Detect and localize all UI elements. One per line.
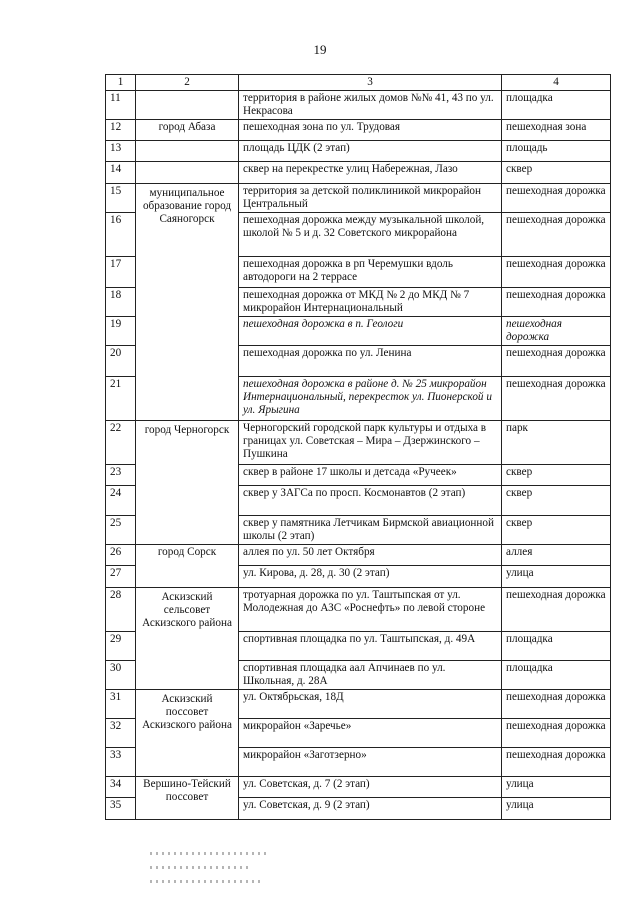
table-row [106, 141, 611, 162]
object-cell: территория в районе жилых домов №№ 41, 43 по ул. Некрасова [239, 91, 502, 120]
type-cell: улица [502, 566, 611, 588]
type-cell: пешеходная дорожка [502, 257, 611, 288]
row-number: 16 [106, 213, 136, 257]
municipality-cell [136, 184, 239, 421]
municipality-name: Вершино-Тейский поссовет [143, 778, 231, 803]
municipality-name: Аскизский поссовет Аскизского района [142, 693, 232, 731]
object-cell [239, 346, 502, 377]
object-cell: сквер у ЗАГСа по просп. Космонавтов (2 этап) [239, 486, 502, 516]
row-number: 32 [106, 719, 136, 748]
type-cell: площадь [502, 141, 611, 162]
municipality-cell [136, 777, 239, 820]
municipality-cell [136, 545, 239, 588]
row-number: 35 [106, 798, 136, 820]
object-cell: спортивная площадка по ул. Таштыпская, д. 49А [239, 632, 502, 661]
row-number: 33 [106, 748, 136, 777]
type-cell: пешеходная дорожка [502, 317, 611, 346]
row-number: 21 [106, 377, 136, 421]
object-cell: микрорайон «Заречье» [239, 719, 502, 748]
municipality-cell [136, 421, 239, 545]
table-row [106, 588, 611, 632]
row-number: 11 [106, 91, 136, 120]
object-cell: ул. Кирова, д. 28, д. 30 (2 этап) [239, 566, 502, 588]
type-cell: пешеходная дорожка [502, 588, 611, 632]
object-cell: пешеходная дорожка в п. Геологи [239, 317, 502, 346]
table-row [106, 545, 611, 566]
municipality-cell [136, 588, 239, 690]
row-number: 25 [106, 516, 136, 545]
registry-table [105, 74, 611, 820]
page-number: 19 [313, 42, 327, 57]
table-row [106, 120, 611, 141]
municipality-cell-empty [136, 141, 239, 162]
header-cell: 2 [136, 75, 239, 91]
object-cell: тротуарная дорожка по ул. Таштыпская от ул. Молодежная до АЗС «Роснефть» по левой стороне [239, 588, 502, 632]
type-cell: пешеходная дорожка [502, 748, 611, 777]
municipality-cell-empty [136, 162, 239, 184]
faint-stamp-mark [150, 852, 268, 855]
type-cell: пешеходная дорожка [502, 346, 611, 377]
row-number: 17 [106, 257, 136, 288]
type-cell: сквер [502, 162, 611, 184]
type-cell: пешеходная дорожка [502, 719, 611, 748]
table-row [106, 690, 611, 719]
municipality-cell: город Абаза [136, 120, 239, 141]
type-cell: площадка [502, 632, 611, 661]
object-text: пешеходная дорожка по ул. Ленина [243, 347, 412, 359]
type-cell: пешеходная дорожка [502, 690, 611, 719]
object-cell: ул. Советская, д. 7 (2 этап) [239, 777, 502, 798]
row-number: 31 [106, 690, 136, 719]
municipality-name: муниципальное образование город Саяногорск [142, 187, 232, 225]
type-cell: пешеходная дорожка [502, 377, 611, 421]
object-cell: площадь ЦДК (2 этап) [239, 141, 502, 162]
type-cell: пешеходная зона [502, 120, 611, 141]
object-cell: спортивная площадка аал Апчинаев по ул. Школьная, д. 28А [239, 661, 502, 690]
type-cell: улица [502, 777, 611, 798]
object-cell: сквер в районе 17 школы и детсада «Ручеек» [239, 465, 502, 486]
type-cell: сквер [502, 516, 611, 545]
row-number: 28 [106, 588, 136, 632]
table-row [106, 421, 611, 465]
table-row [106, 162, 611, 184]
object-cell: пешеходная дорожка между музыкальной школой, школой № 5 и д. 32 Советского микрорайона [239, 213, 502, 257]
row-number: 19 [106, 317, 136, 346]
type-cell: улица [502, 798, 611, 820]
row-number: 22 [106, 421, 136, 465]
row-number: 23 [106, 465, 136, 486]
municipality-name: Аскизский сельсовет Аскизского района [142, 591, 232, 629]
object-cell: ул. Советская, д. 9 (2 этап) [239, 798, 502, 820]
object-cell: сквер на перекрестке улиц Набережная, Лазо [239, 162, 502, 184]
type-cell: сквер [502, 465, 611, 486]
object-cell: пешеходная дорожка в рп Черемушки вдоль автодороги на 2 террасе [239, 257, 502, 288]
table-row [106, 184, 611, 213]
row-number: 12 [106, 120, 136, 141]
municipality-name: город Черногорск [144, 424, 230, 436]
row-number: 24 [106, 486, 136, 516]
object-cell: аллея по ул. 50 лет Октября [239, 545, 502, 566]
row-number: 26 [106, 545, 136, 566]
header-cell: 4 [502, 75, 611, 91]
object-cell: ул. Октябрьская, 18Д [239, 690, 502, 719]
municipality-cell [136, 690, 239, 777]
municipality-cell-empty [136, 91, 239, 120]
object-cell: сквер у памятника Летчикам Бирмской авиационной школы (2 этап) [239, 516, 502, 545]
row-number: 14 [106, 162, 136, 184]
row-number: 30 [106, 661, 136, 690]
row-number: 15 [106, 184, 136, 213]
table-header-row [106, 75, 611, 91]
type-cell: площадка [502, 661, 611, 690]
object-cell: микрорайон «Заготзерно» [239, 748, 502, 777]
object-cell: Черногорский городской парк культуры и отдыха в границах ул. Советская – Мира – Дзержинского – Пушкина [239, 421, 502, 465]
table-row [106, 777, 611, 798]
object-cell: пешеходная дорожка в районе д. № 25 микрорайон Интернациональный, перекресток ул. Пионерской и ул. Ярыгина [239, 377, 502, 421]
municipality-name: город Сорск [157, 546, 217, 558]
row-number: 27 [106, 566, 136, 588]
type-cell: сквер [502, 486, 611, 516]
type-cell: аллея [502, 545, 611, 566]
row-number: 29 [106, 632, 136, 661]
object-cell: пешеходная дорожка от МКД № 2 до МКД № 7 микрорайон Интернациональный [239, 288, 502, 317]
type-cell: пешеходная дорожка [502, 288, 611, 317]
row-number: 13 [106, 141, 136, 162]
type-cell: площадка [502, 91, 611, 120]
type-cell: пешеходная дорожка [502, 184, 611, 213]
object-cell: пешеходная зона по ул. Трудовая [239, 120, 502, 141]
header-cell: 1 [106, 75, 136, 91]
type-cell: парк [502, 421, 611, 465]
row-number: 20 [106, 346, 136, 377]
row-number: 18 [106, 288, 136, 317]
faint-stamp-mark [150, 880, 260, 883]
table-row [106, 91, 611, 120]
type-cell: пешеходная дорожка [502, 213, 611, 257]
faint-stamp-mark [150, 866, 250, 869]
row-number: 34 [106, 777, 136, 798]
header-cell: 3 [239, 75, 502, 91]
object-cell: территория за детской поликлиникой микрорайон Центральный [239, 184, 502, 213]
